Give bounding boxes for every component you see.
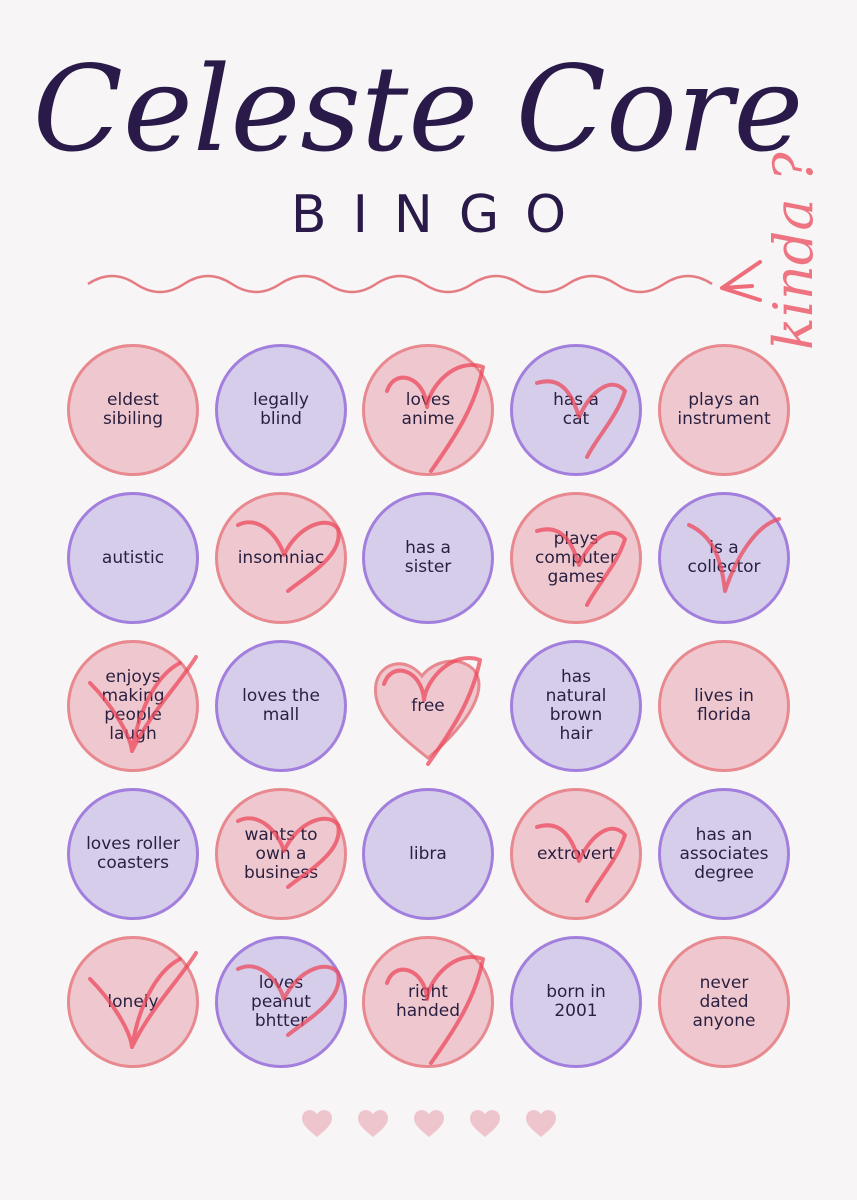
bingo-cell[interactable] (215, 640, 347, 772)
bingo-cell[interactable] (658, 936, 790, 1068)
bingo-cell[interactable] (658, 640, 790, 772)
bingo-cell-label: autistic (101, 547, 165, 568)
bingo-cell[interactable] (658, 492, 790, 624)
bingo-cell[interactable] (67, 936, 199, 1068)
bingo-cell-label: has an associates degree (679, 824, 769, 883)
bingo-cell[interactable] (362, 788, 494, 920)
heart-icon (357, 1110, 389, 1138)
bingo-cell-label: libra (409, 843, 447, 864)
bingo-cell[interactable] (510, 936, 642, 1068)
bingo-cell-label: loves peanut bhtter (251, 972, 311, 1031)
bingo-cell[interactable] (362, 344, 494, 476)
bingo-cell[interactable] (67, 344, 199, 476)
heart-icon (413, 1110, 445, 1138)
bingo-cell-label: loves roller coasters (86, 834, 180, 873)
bingo-cell-label: wants to own a business (243, 824, 319, 883)
bingo-cell[interactable] (215, 344, 347, 476)
bingo-cell-label: has natural brown hair (545, 667, 607, 744)
bingo-cell[interactable] (67, 788, 199, 920)
bingo-cell[interactable] (362, 640, 494, 772)
bingo-cell-label: born in 2001 (546, 982, 606, 1021)
bingo-cell-label: never dated anyone (692, 972, 756, 1031)
bingo-cell[interactable] (510, 640, 642, 772)
bingo-cell-label: has a cat (553, 390, 599, 429)
bingo-cell-label: legally blind (253, 390, 309, 429)
bingo-cell[interactable] (510, 344, 642, 476)
bingo-cell-label: lonely (107, 991, 159, 1012)
bingo-cell-label: plays an instrument (677, 390, 771, 429)
margin-note-text: kinda ? (762, 152, 825, 350)
bingo-cell-label: extrovert (536, 843, 616, 864)
bingo-cell[interactable] (658, 344, 790, 476)
heart-icon (469, 1110, 501, 1138)
heart-icon (301, 1110, 333, 1138)
bingo-cell-label: insomniac (237, 547, 325, 568)
bingo-cell[interactable] (362, 936, 494, 1068)
bingo-cell[interactable] (215, 492, 347, 624)
bottom-hearts (0, 1110, 857, 1142)
bingo-cell-label: lives in florida (694, 686, 754, 725)
bingo-cell-label: free (411, 695, 445, 716)
bingo-cell[interactable] (658, 788, 790, 920)
bingo-cell[interactable] (215, 788, 347, 920)
bingo-cell[interactable] (67, 640, 199, 772)
bingo-cell-label: has a sister (404, 538, 452, 577)
bingo-cell[interactable] (67, 492, 199, 624)
bingo-cell-label: eldest sibiling (102, 390, 164, 429)
bingo-cell[interactable] (510, 492, 642, 624)
bingo-cell-label: right handed (395, 982, 460, 1021)
subtitle: BINGO (290, 185, 593, 245)
bingo-cell-label: loves anime (401, 390, 455, 429)
bingo-cell-label: is a collector (687, 538, 761, 577)
bingo-cell-label: enjoys making people laugh (101, 667, 165, 744)
bingo-cell[interactable] (510, 788, 642, 920)
bingo-cell-label: loves the mall (242, 686, 320, 725)
title-text: Celeste Core (32, 40, 804, 178)
bingo-cell-label: plays computer games (535, 528, 617, 587)
bingo-cell[interactable] (362, 492, 494, 624)
bingo-cell[interactable] (215, 936, 347, 1068)
heart-icon (525, 1110, 557, 1138)
